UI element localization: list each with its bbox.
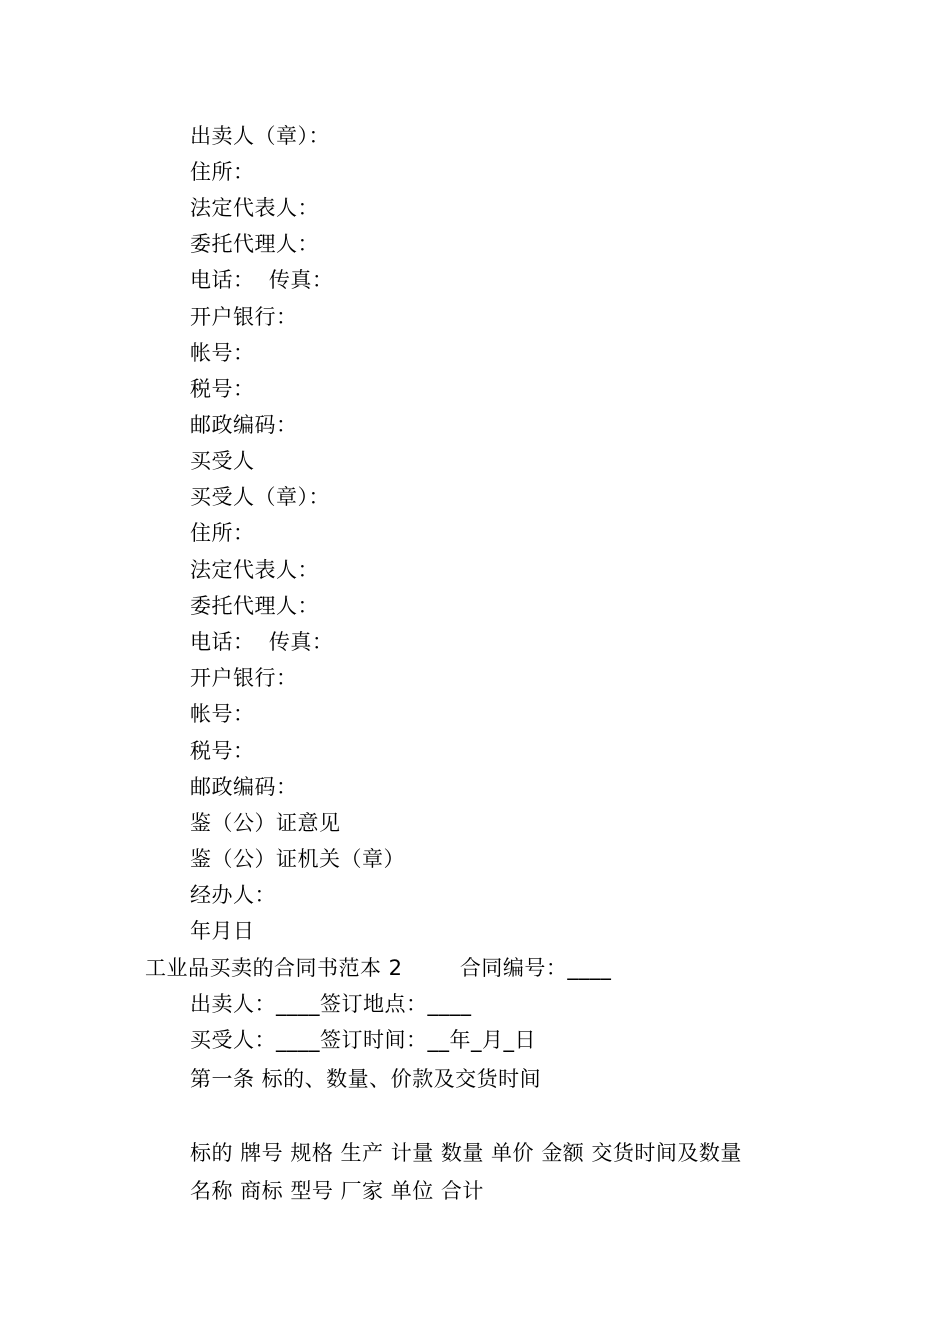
- seller-phone-fax-line: 电话： 传真：: [190, 268, 334, 292]
- buyer-account-line: 帐号：: [190, 702, 255, 726]
- seller-bank-line: 开户银行：: [190, 305, 298, 329]
- seller-account-line: 帐号：: [190, 341, 255, 365]
- buyer-heading: 买受人: [190, 449, 255, 473]
- seller-address-line: 住所：: [190, 160, 255, 184]
- seller-tax-line: 税号：: [190, 377, 255, 401]
- buyer-bank-line: 开户银行：: [190, 666, 298, 690]
- buyer-legal-rep-line: 法定代表人：: [190, 558, 319, 582]
- notary-opinion-line: 鉴（公）证意见: [190, 811, 341, 835]
- buyer-agent-line: 委托代理人：: [190, 594, 319, 618]
- contract2-buyer-line: 买受人：____签订时间：__年_月_日: [190, 1028, 536, 1052]
- buyer-seal-line: 买受人（章）：: [190, 485, 330, 509]
- seller-agent-line: 委托代理人：: [190, 232, 319, 256]
- notary-handler-line: 经办人：: [190, 883, 276, 907]
- seller-postcode-line: 邮政编码：: [190, 413, 298, 437]
- buyer-address-line: 住所：: [190, 521, 255, 545]
- buyer-phone-fax-line: 电话： 传真：: [190, 630, 334, 654]
- buyer-postcode-line: 邮政编码：: [190, 775, 298, 799]
- table-header-row1: 标的 牌号 规格 生产 计量 数量 单价 金额 交货时间及数量: [190, 1141, 742, 1165]
- contract2-article1-heading: 第一条 标的、数量、价款及交货时间: [190, 1067, 542, 1091]
- seller-seal-line: 出卖人（章）：: [190, 124, 330, 148]
- notary-office-line: 鉴（公）证机关（章）: [190, 847, 405, 871]
- table-header-row2: 名称 商标 型号 厂家 单位 合计: [190, 1179, 484, 1203]
- seller-legal-rep-line: 法定代表人：: [190, 196, 319, 220]
- notary-date-line: 年月日: [190, 919, 255, 943]
- contract2-title-line: 工业品买卖的合同书范本 2 合同编号：____: [145, 956, 612, 980]
- buyer-tax-line: 税号：: [190, 739, 255, 763]
- contract2-seller-line: 出卖人：____签订地点：____: [190, 992, 472, 1016]
